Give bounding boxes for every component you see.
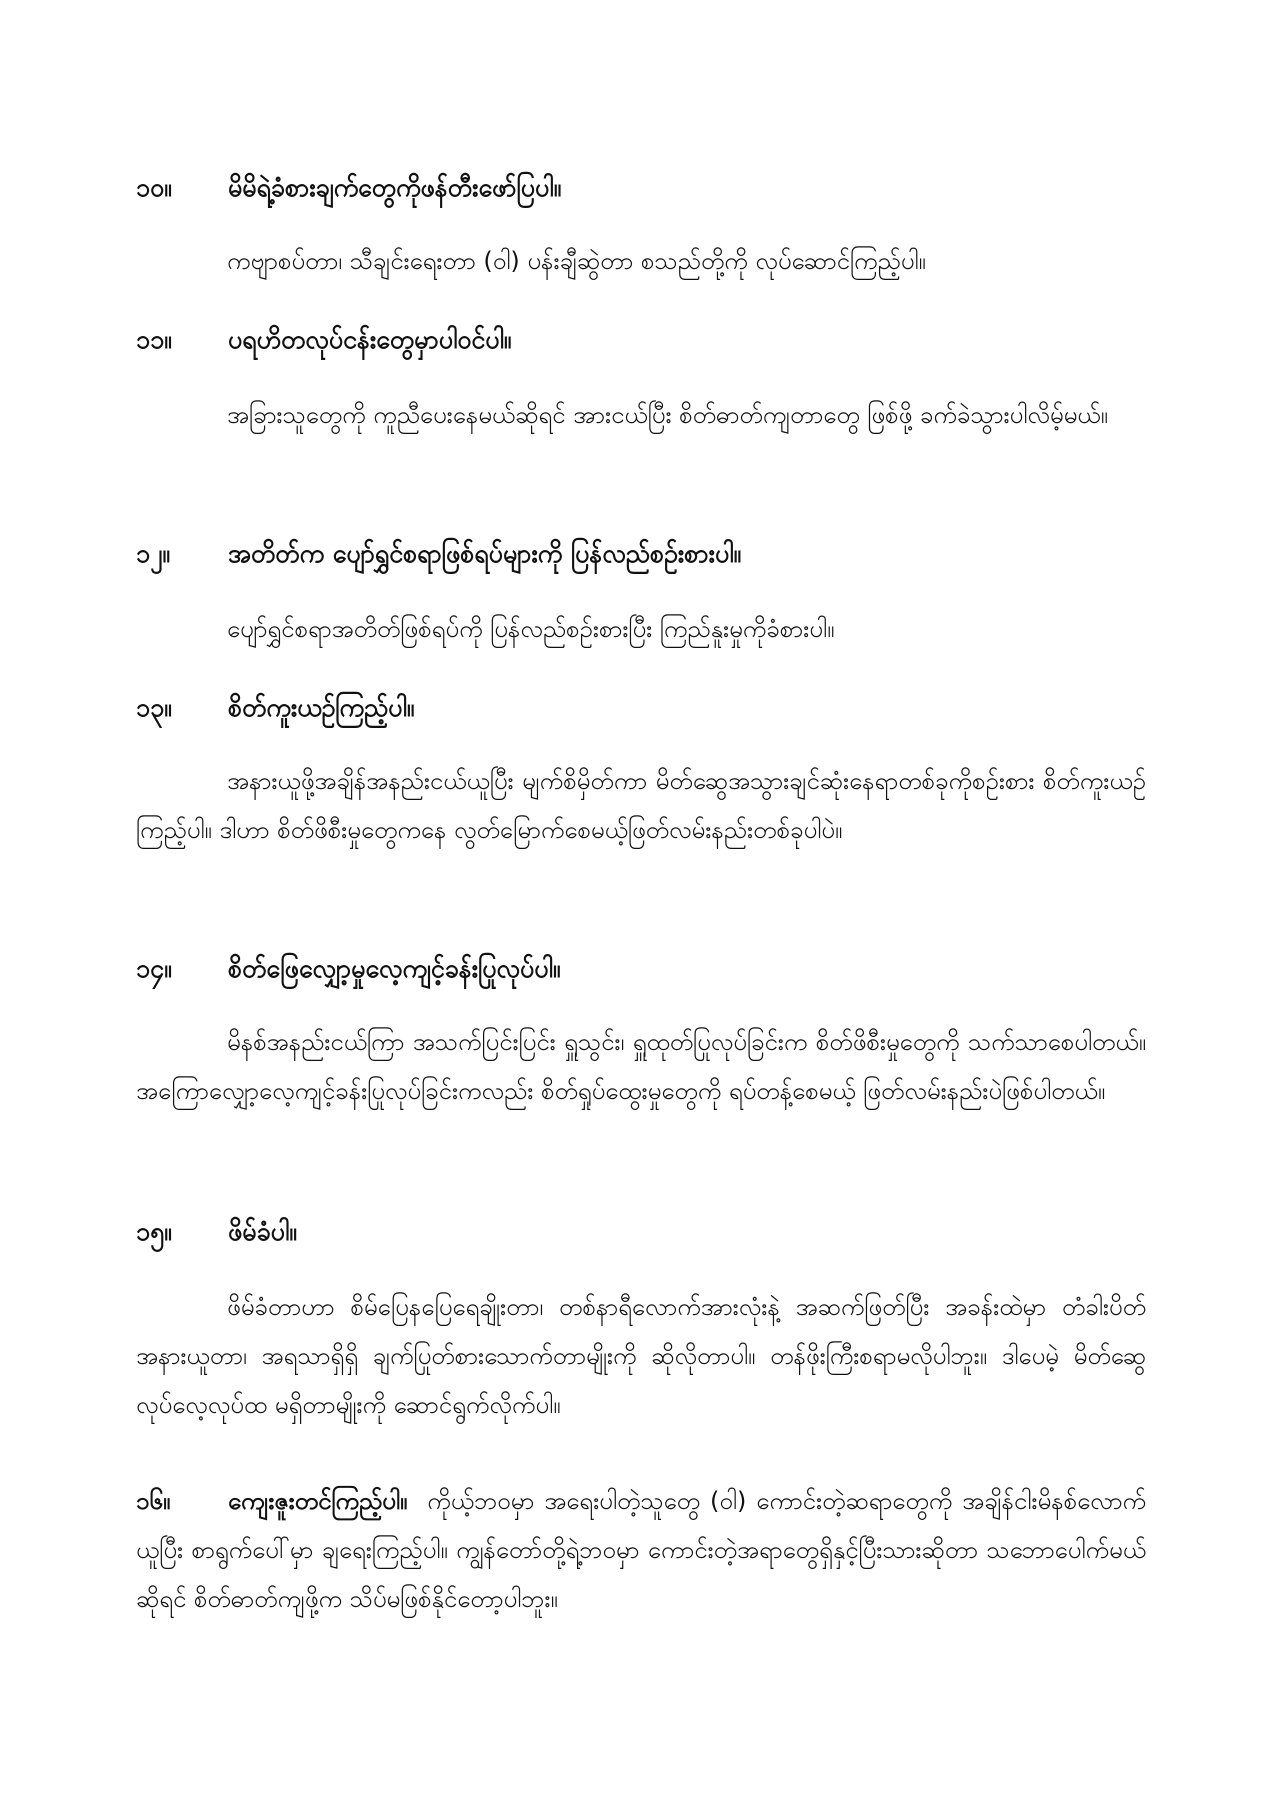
section-12-heading xyxy=(136,534,1146,574)
section-11-title: ပရဟိတလုပ်ငန်းတွေမှာပါဝင်ပါ။ xyxy=(228,325,512,354)
section-16-body: ကိုယ့်ဘဝမှာ အရေးပါတဲ့သူတွေ (ဝါ) ကောင်းတဲ့ဆရာတွေကို အချိန်ငါးမိနစ်လောက်ယူပြီး စာရွက်ပေါ်မှာ ချရေးကြည့်ပါ။ ကျွန်တော်တို့ရဲ့ဘဝမှာ ကောင်းတဲ့အရာတွေရှိနှင့်ပြီးသားဆိုတာ သဘောပေါက်မယ်ဆိုရင် စိတ်ဓာတ်ကျဖို့က သိပ်မဖြစ်နိုင်တော့ပါဘူး။ xyxy=(136,1487,1147,1613)
section-16-number: ၁၆။ xyxy=(136,1487,171,1515)
section-14-title: စိတ်ဖြေလျှော့မှုလေ့ကျင့်ခန်းပြုလုပ်ပါ။ xyxy=(228,954,561,983)
section-15-body: ဖိမ်ခံတာဟာ စိမ်ပြေနပြေရေချိုးတာ၊ တစ်နာရီလောက်အားလုံးနဲ့ အဆက်ဖြတ်ပြီး အခန်းထဲမှာ တံခါးပိတ်အနားယူတာ၊ အရသာရှိရှိ ချက်ပြုတ်စားသောက်တာမျိုးကို ဆိုလိုတာပါ။ တန်ဖိုးကြီးစရာမလိုပါဘူး။ ဒါပေမဲ့ မိတ်ဆွေ လုပ်လေ့လုပ်ထ မရှိတာမျိုးကို ဆောင်ရွက်လိုက်ပါ။ xyxy=(136,1293,1146,1419)
section-12-number: ၁၂။ xyxy=(136,539,170,568)
section-16-heading xyxy=(136,1487,407,1515)
section-11-heading xyxy=(136,320,1146,360)
section-13-heading xyxy=(136,688,1146,728)
section-16-title: ကျေးဇူးတင်ကြည့်ပါ။ xyxy=(228,1487,408,1515)
section-10-body: ကဗျာစပ်တာ၊ သီချင်းရေးတာ (ဝါ) ပန်းချီဆွဲတာ စသည်တို့ကို လုပ်ဆောင်ကြည့်ပါ။ xyxy=(227,247,926,275)
section-13-body: အနားယူဖို့အချိန်အနည်းငယ်ယူပြီး မျက်စိမှိတ်ကာ မိတ်ဆွေအသွားချင်ဆုံးနေရာတစ်ခုကိုစဉ်းစား စိတ်ကူးယဉ်ကြည့်ပါ။ ဒါဟာ စိတ်ဖိစီးမှုတွေကနေ လွတ်မြောက်စေမယ့်ဖြတ်လမ်းနည်းတစ်ခုပါပဲ။ xyxy=(136,767,1146,844)
section-13-number: ၁၃။ xyxy=(136,693,172,722)
section-12-body: ပျော်ရွှင်စရာအတိတ်ဖြစ်ရပ်ကို ပြန်လည်စဉ်းစားပြီး ကြည်နူးမှုကိုခံစားပါ။ xyxy=(227,615,835,643)
section-13-title: စိတ်ကူးယဉ်ကြည့်ပါ။ xyxy=(228,693,415,722)
section-10-heading xyxy=(136,168,1146,208)
section-11-body: အခြားသူတွေကို ကူညီပေးနေမယ်ဆိုရင် အားငယ်ပြီး စိတ်ဓာတ်ကျတာတွေ ဖြစ်ဖို့ ခက်ခဲသွားပါလိမ့်မယ်။ xyxy=(227,401,1108,429)
section-15-number: ၁၅။ xyxy=(136,1217,172,1246)
section-10-number: ၁၀။ xyxy=(136,173,172,202)
section-15-title: ဖိမ်ခံပါ။ xyxy=(228,1217,297,1246)
section-11-number: ၁၁။ xyxy=(136,325,172,354)
section-12-title: အတိတ်က ပျော်ရွှင်စရာဖြစ်ရပ်များကို ပြန်လည်စဉ်းစားပါ။ xyxy=(228,539,742,568)
section-14-body: မိနစ်အနည်းငယ်ကြာ အသက်ပြင်းပြင်း ရှူသွင်း၊ ရှူထုတ်ပြုလုပ်ခြင်းက စိတ်ဖိစီးမှုတွေကို သက်သာစေပါတယ်။ အကြောလျှော့လေ့ကျင့်ခန်းပြုလုပ်ခြင်းကလည်း စိတ်ရှုပ်ထွေးမှုတွေကို ရပ်တန့်စေမယ့် ဖြတ်လမ်းနည်းပဲဖြစ်ပါတယ်။ xyxy=(136,1028,1146,1105)
section-14-number: ၁၄။ xyxy=(136,954,172,983)
section-10-title: မိမိရဲ့ခံစားချက်တွေကိုဖန်တီးဖော်ပြပါ။ xyxy=(228,173,562,202)
section-14-heading xyxy=(136,949,1146,989)
section-15-heading xyxy=(136,1212,1146,1252)
section-16-paragraph xyxy=(136,1477,1146,1624)
